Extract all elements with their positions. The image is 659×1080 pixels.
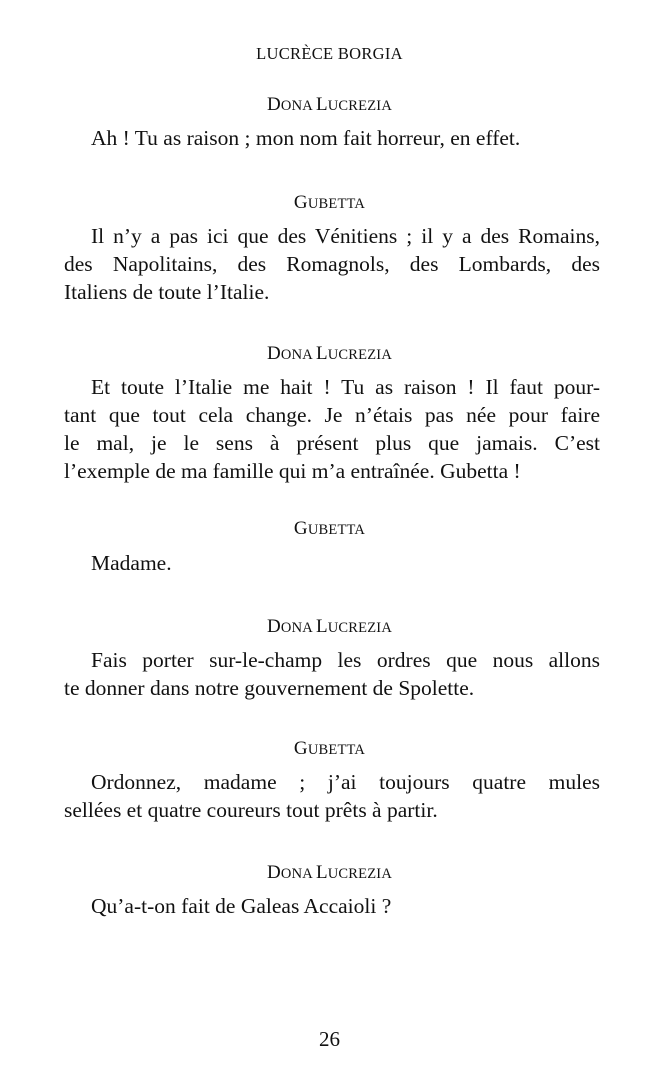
speech-line: l’exemple de ma famille qui m’a entraînée. Gubetta !: [64, 459, 521, 483]
speaker-initial: D: [266, 862, 281, 883]
speaker-smallcaps: UBETTA: [307, 742, 366, 758]
speech-line: le mal, je le sens à présent plus que jamais. C’est: [64, 431, 600, 455]
speech-text: [91, 124, 600, 152]
speaker-smallcaps: UCREZIA: [327, 620, 392, 636]
speaker-initial: L: [315, 94, 328, 115]
speaker-name: [0, 192, 659, 214]
speech-line: des Napolitains, des Romagnols, des Lombards, des: [64, 252, 600, 276]
speaker-name: [0, 862, 659, 884]
speaker-smallcaps: ONA: [280, 98, 316, 114]
speech-line: Madame.: [91, 551, 172, 575]
speaker-name: [0, 616, 659, 638]
speech-line: Italiens de toute l’Italie.: [64, 280, 270, 304]
speaker-initial: L: [315, 616, 328, 637]
speech-text: [64, 646, 600, 702]
speaker-smallcaps: ONA: [280, 620, 316, 636]
speech-line: Fais porter sur-le-champ les ordres que nous allons: [91, 648, 600, 672]
speaker-smallcaps: UBETTA: [307, 196, 366, 212]
speech-line: Ah ! Tu as raison ; mon nom fait horreur, en effet.: [91, 126, 521, 150]
speech-line: Il n’y a pas ici que des Vénitiens ; il y a des Romains,: [91, 224, 600, 248]
speaker-initial: L: [315, 862, 328, 883]
speaker-smallcaps: ONA: [280, 866, 316, 882]
speech-text: [91, 892, 600, 920]
speaker-name: [0, 343, 659, 365]
speaker-smallcaps: UCREZIA: [327, 866, 392, 882]
speech-line: te donner dans notre gouvernement de Spolette.: [64, 676, 475, 700]
speech-line: Ordonnez, madame ; j’ai toujours quatre mules: [91, 770, 600, 794]
speech-text: [64, 222, 600, 306]
speech-line: Qu’a-t-on fait de Galeas Accaioli ?: [91, 894, 392, 918]
speaker-initial: D: [266, 616, 281, 637]
speaker-initial: G: [293, 738, 308, 759]
speaker-name: [0, 738, 659, 760]
speaker-initial: D: [266, 343, 281, 364]
speaker-initial: L: [315, 343, 328, 364]
speech-text: [64, 373, 600, 485]
speaker-smallcaps: UBETTA: [307, 522, 366, 538]
speech-line: tant que tout cela change. Je n’étais pas née pour faire: [64, 403, 600, 427]
speaker-name: [0, 94, 659, 116]
speech-text: [91, 549, 600, 577]
page-number: 26: [319, 1027, 340, 1051]
speaker-initial: D: [266, 94, 281, 115]
speaker-initial: G: [293, 518, 308, 539]
speaker-smallcaps: ONA: [280, 347, 316, 363]
speech-line: sellées et quatre coureurs tout prêts à partir.: [64, 798, 438, 822]
speaker-initial: G: [293, 192, 308, 213]
speaker-smallcaps: UCREZIA: [327, 98, 392, 114]
speech-text: [64, 768, 600, 824]
running-head: LUCRÈCE BORGIA: [256, 44, 403, 63]
speaker-smallcaps: UCREZIA: [327, 347, 392, 363]
speech-line: Et toute l’Italie me hait ! Tu as raison ! Il faut pour-: [91, 375, 600, 399]
speaker-name: [0, 518, 659, 540]
